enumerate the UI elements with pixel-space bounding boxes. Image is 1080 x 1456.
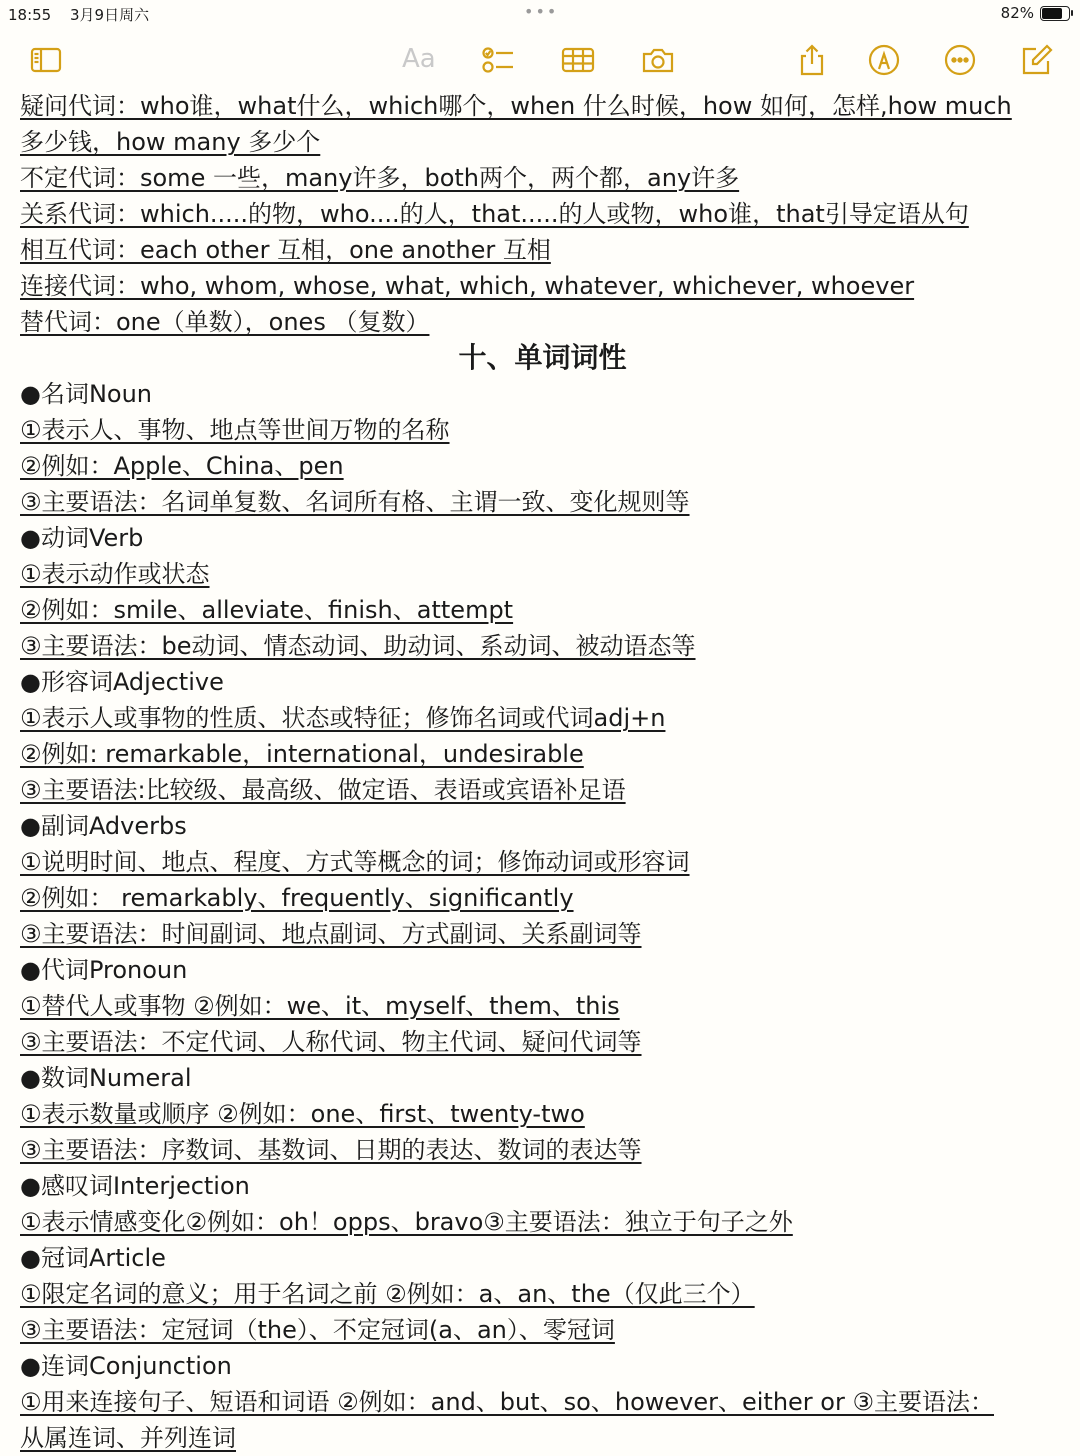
status-left	[8, 4, 163, 25]
pronoun-line: 疑问代词：who谁，what什么，which哪个，when 什么时候，how 如何，怎样,how much	[20, 92, 1012, 120]
word-class-line: ①说明时间、地点、程度、方式等概念的词；修饰动词或形容词	[20, 848, 690, 876]
word-class-line: ①表示情感变化②例如：oh！opps、bravo③主要语法：独立于句子之外	[20, 1208, 793, 1236]
compose-icon[interactable]	[1016, 38, 1056, 82]
word-class-heading: ●数词Numeral	[20, 1064, 192, 1092]
battery-icon	[1040, 6, 1070, 21]
word-class-heading: ●形容词Adjective	[20, 668, 224, 696]
word-class-line: ③主要语法:比较级、最高级、做定语、表语或宾语补足语	[20, 776, 626, 804]
pronoun-line: 多少钱，how many 多少个	[20, 128, 321, 156]
word-class-line: ③主要语法：序数词、基数词、日期的表达、数词的表达等	[20, 1136, 642, 1164]
share-icon[interactable]	[792, 38, 832, 82]
sidebar-icon[interactable]	[26, 38, 66, 82]
word-class-line: ③主要语法：定冠词（the）、不定冠词(a、an）、零冠词	[20, 1316, 615, 1344]
note-body[interactable]	[20, 88, 1065, 1456]
word-class-heading: ●代词Pronoun	[20, 956, 188, 984]
word-class-line: ③主要语法：不定代词、人称代词、物主代词、疑问代词等	[20, 1028, 642, 1056]
word-class-line: ③主要语法：名词单复数、名词所有格、主谓一致、变化规则等	[20, 488, 690, 516]
word-class-line: ③主要语法：时间副词、地点副词、方式副词、关系副词等	[20, 920, 642, 948]
more-icon[interactable]	[940, 38, 980, 82]
pronoun-line: 关系代词：which.....的物，who....的人，that.....的人或物，who谁，that引导定语从句	[20, 200, 969, 228]
word-class-heading: ●名词Noun	[20, 380, 152, 408]
word-class-heading: ●副词Adverbs	[20, 812, 187, 840]
word-class-line: ①替代人或事物 ②例如：we、it、myself、them、this	[20, 992, 620, 1020]
word-class-line: ①表示动作或状态	[20, 560, 210, 588]
word-class-line: ①限定名词的意义；用于名词之前 ②例如：a、an、the（仅此三个）	[20, 1280, 755, 1308]
word-class-line: ①表示人或事物的性质、状态或特征；修饰名词或代词adj+n	[20, 704, 666, 732]
pronoun-line: 相互代词：each other 互相，one another 互相	[20, 236, 551, 264]
word-class-line: ②例如：Apple、China、pen	[20, 452, 344, 480]
word-class-line: ①用来连接句子、短语和词语 ②例如：and、but、so、however、either or ③主要语法：	[20, 1388, 994, 1416]
word-class-heading: ●感叹词Interjection	[20, 1172, 250, 1200]
battery-percent: 82%	[1000, 4, 1034, 22]
table-icon[interactable]	[558, 38, 598, 82]
checklist-icon[interactable]	[478, 38, 518, 82]
word-class-heading: ●冠词Article	[20, 1244, 166, 1272]
word-class-heading: ●连词Conjunction	[20, 1352, 232, 1380]
section-title: 十、单词词性	[458, 341, 627, 374]
notes-toolbar	[0, 38, 1080, 86]
markup-icon[interactable]	[864, 38, 904, 82]
word-class-line: ②例如：smile、alleviate、finish、attempt	[20, 596, 514, 624]
pronoun-section	[20, 88, 1065, 340]
word-class-line: 从属连词、并列连词	[20, 1424, 236, 1452]
status-right	[1001, 4, 1070, 22]
pronoun-line: 连接代词：who, whom, whose, what, which, whatever, whichever, whoever	[20, 272, 915, 300]
word-class-heading: ●动词Verb	[20, 524, 144, 552]
word-classes-section	[20, 376, 1065, 1456]
pronoun-line: 不定代词：some 一些，many许多，both两个，两个都，any许多	[20, 164, 740, 192]
format-text-button[interactable]: Aa	[402, 44, 436, 74]
multitasking-dots-icon[interactable]: •••	[524, 2, 559, 21]
pronoun-line: 替代词：one（单数），ones （复数）	[20, 308, 430, 336]
battery-fill	[1042, 8, 1062, 19]
status-date: 3月9日周六	[70, 6, 150, 24]
word-class-line: ②例如: remarkable，international，undesirable	[20, 740, 584, 768]
word-class-line: ③主要语法：be动词、情态动词、助动词、系动词、被动语态等	[20, 632, 696, 660]
status-time: 18:55	[8, 6, 52, 24]
word-class-line: ①表示数量或顺序 ②例如：one、first、twenty-two	[20, 1100, 585, 1128]
status-bar	[0, 0, 1080, 28]
camera-icon[interactable]	[638, 38, 678, 82]
word-class-line: ①表示人、事物、地点等世间万物的名称	[20, 416, 450, 444]
word-class-line: ②例如： remarkably、frequently、significantly	[20, 884, 574, 912]
